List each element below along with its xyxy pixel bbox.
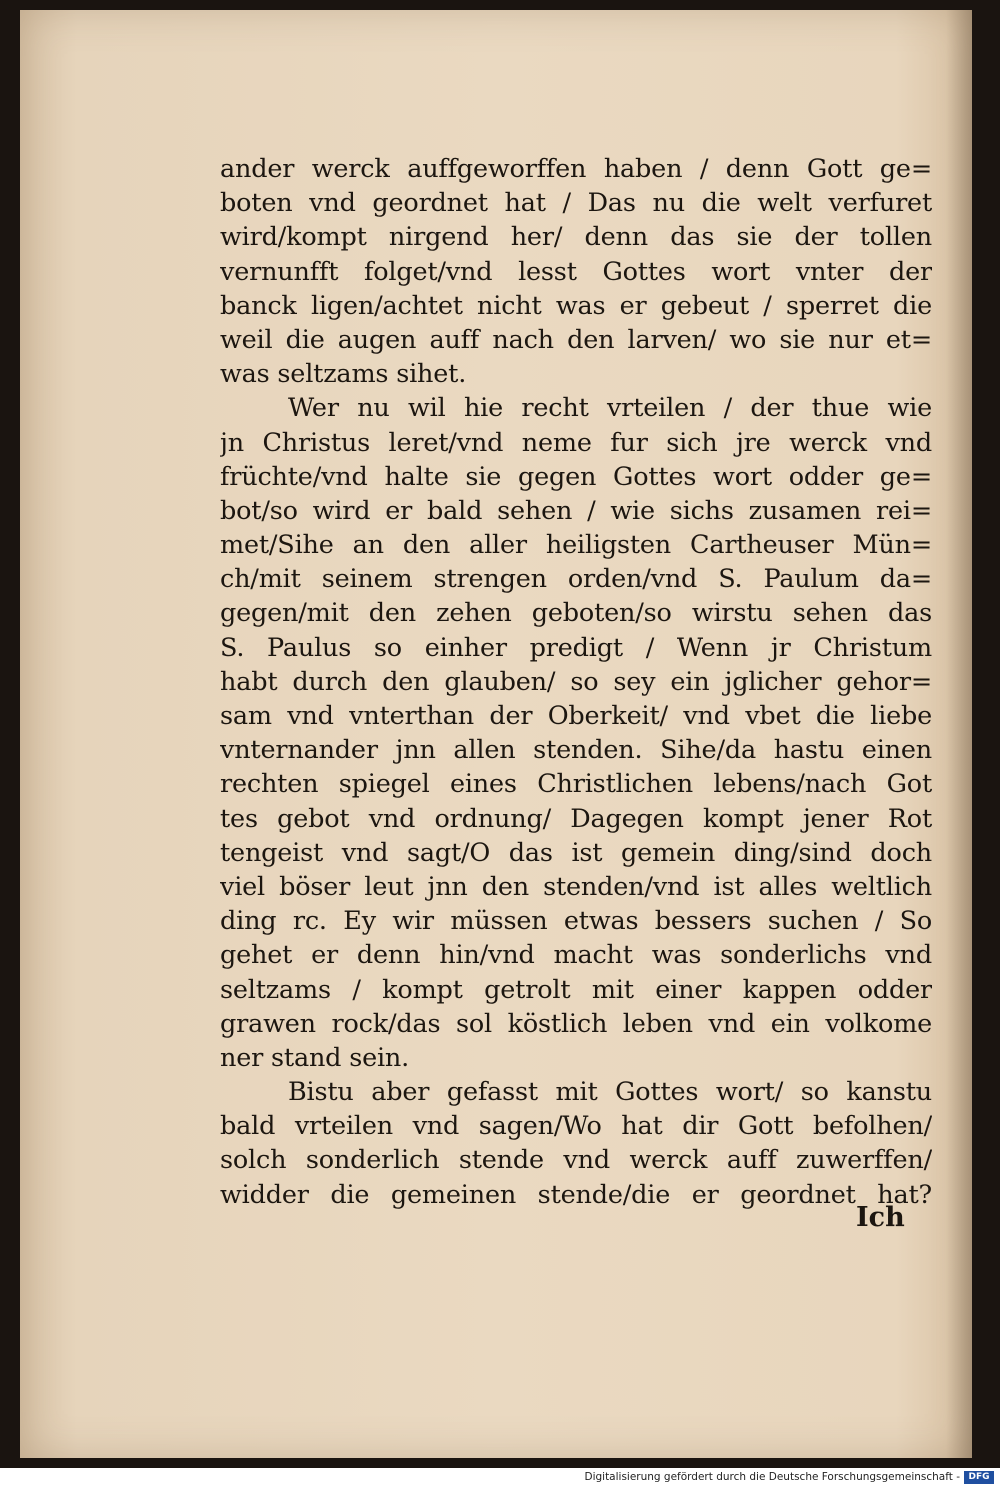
text-line: seltzams / kompt getrolt mit einer kappen odder [220, 974, 932, 1005]
book-page [20, 10, 972, 1458]
text-line: solch sonderlich stende vnd werck auff zuwerffen/ [220, 1145, 932, 1176]
text-line: vnternander jnn allen stenden. Sihe/da hastu einen [220, 735, 932, 766]
text-line: banck ligen/achtet nicht was er gebeut / sperret die [220, 290, 932, 321]
text-line: Wer nu wil hie recht vrteilen / der thue wie [288, 393, 932, 424]
footer-bar [0, 1468, 1000, 1488]
text-line: früchte/vnd halte sie gegen Gottes wort odder ge= [220, 461, 932, 492]
text-line: jn Christus leret/vnd neme fur sich jre werck vnd [220, 427, 932, 458]
dfg-logo: DFG [964, 1471, 994, 1484]
text-line: bald vrteilen vnd sagen/Wo hat dir Gott befolhen/ [220, 1111, 932, 1142]
catchword: Ich [856, 1202, 905, 1233]
text-line: ding rc. Ey wir müssen etwas bessers suchen / So [220, 906, 932, 937]
text-block [220, 152, 932, 1212]
text-line: viel böser leut jnn den stenden/vnd ist alles weltlich [220, 871, 932, 902]
text-line: grawen rock/das sol köstlich leben vnd ein volkome [220, 1008, 932, 1039]
text-line: tengeist vnd sagt/O das ist gemein ding/sind doch [220, 837, 932, 868]
text-line: widder die gemeinen stende/die er geordnet hat? [220, 1179, 932, 1210]
text-line: Bistu aber gefasst mit Gottes wort/ so kanstu [288, 1077, 932, 1108]
page-edge-shadow [946, 10, 972, 1458]
text-line: boten vnd geordnet hat / Das nu die welt verfuret [220, 188, 932, 219]
text-line: ner stand sein. [220, 1042, 410, 1073]
text-line: met/Sihe an den aller heiligsten Cartheuser Mün= [220, 530, 932, 561]
text-line: gegen/mit den zehen geboten/so wirstu sehen das [220, 598, 932, 629]
text-line: wird/kompt nirgend her/ denn das sie der tollen [220, 222, 932, 253]
text-line: sam vnd vnterthan der Oberkeit/ vnd vbet die liebe [220, 701, 932, 731]
text-line: ander werck auffgeworffen haben / denn Gott ge= [220, 154, 932, 184]
text-line: gehet er denn hin/vnd macht was sonderlichs vnd [220, 940, 932, 971]
text-line: ch/mit seinem strengen orden/vnd S. Paulum da= [220, 564, 932, 595]
text-line: tes gebot vnd ordnung/ Dagegen kompt jener Rot [220, 803, 932, 834]
text-line: S. Paulus so einher predigt / Wenn jr Christum [220, 632, 932, 663]
text-line: vernunfft folget/vnd lesst Gottes wort vnter der [220, 256, 932, 287]
funding-credit: Digitalisierung gefördert durch die Deutsche Forschungsgemeinschaft - [584, 1471, 960, 1483]
text-line: rechten spiegel eines Christlichen lebens/nach Got [220, 769, 932, 800]
text-line: habt durch den glauben/ so sey ein jglicher gehor= [220, 666, 932, 697]
text-line: was seltzams sihet. [220, 359, 467, 390]
text-line: bot/so wird er bald sehen / wie sichs zusamen rei= [220, 495, 932, 526]
text-line: weil die augen auff nach den larven/ wo sie nur et= [220, 324, 932, 355]
